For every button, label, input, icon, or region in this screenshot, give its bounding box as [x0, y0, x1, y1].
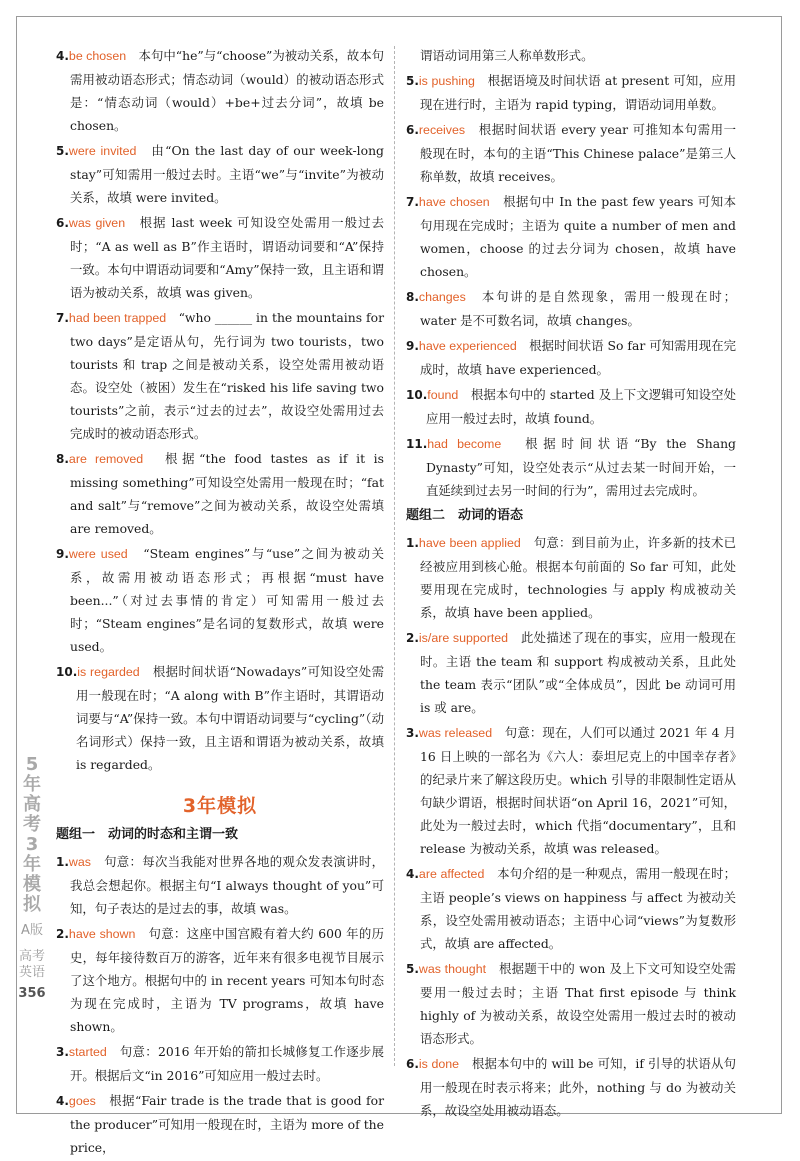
brand-char: 年 [23, 774, 41, 795]
answer-item [406, 721, 736, 860]
item-number: 8. [406, 290, 419, 304]
brand-char: 高 [23, 794, 41, 815]
brand-char: 拟 [23, 894, 41, 915]
brand-char: 考 [23, 814, 41, 835]
answer-item [56, 44, 384, 137]
item-number: 3. [406, 726, 419, 740]
section-title: 3年模拟 [182, 795, 258, 817]
page-number: 356 [18, 986, 46, 1001]
group2-items [406, 531, 736, 1122]
explanation-text: 句意：现在，人们可以通过 2021 年 4 月 16 日上映的一部名为《六人：泰坦尼克上的中国幸存者》的纪录片来了解这段历史。which 引导的非限制性定语从句缺少谓语，根据时间状语“on April 16，2021”可知，此处为一般过去时，which 代指“documentary”，且和 release 为被动关系，故填 was released。 [420, 725, 737, 856]
answer-text: had been trapped [68, 311, 167, 325]
answer-text: is done [418, 1057, 460, 1071]
continued-text: 谓语动词用第三人称单数形式。 [420, 48, 594, 63]
answer-text: is regarded [77, 665, 140, 679]
answer-item [56, 850, 384, 920]
side-subject: 高考英语 [18, 949, 45, 980]
answer-item [406, 1052, 736, 1122]
item-number: 5. [406, 74, 419, 88]
answer-text: have been applied [418, 536, 521, 550]
answer-item [406, 626, 736, 719]
answer-text: goes [68, 1094, 96, 1108]
answer-item [406, 531, 736, 624]
item-number: 6. [406, 1057, 419, 1071]
answer-item [406, 334, 736, 381]
explanation-text: 本句介绍的是一种观点，需用一般现在时；主语 people’s views on happiness 与 affect 为被动关系，设空处需用被动语态；主语中心词“views”为复数形式，故填 are affected。 [420, 866, 737, 951]
explanation-text: 句意：每次当我能对世界各地的观众发表演讲时，我总会想起你。根据主句“I always thought of you”可知，句子表达的是过去的事，故填 was。 [70, 854, 385, 916]
right-column [406, 44, 736, 1124]
explanation-text: 根据“Fair trade is the trade that is good for the producer”可知用一般现在时，主语为 more of the price， [70, 1093, 385, 1155]
answer-item [56, 306, 384, 445]
answer-item [406, 862, 736, 955]
item-number: 9. [406, 339, 419, 353]
item-number: 7. [56, 311, 69, 325]
explanation-text: 句意：2016 年开始的箭扣长城修复工作逐步展开。根据后文“in 2016”可知应用一般过去时。 [70, 1044, 384, 1083]
explanation-text: 句意：这座中国宫殿有着大约 600 年的历史，每年接待数百万的游客，近年来有很多电视节目展示了这个地方。根据句中的 in recent years 可知本句时态为现在完成时，主语为 TV programs，故填 have shown。 [70, 926, 384, 1034]
explanation-text: 根据时间状语 every year 可推知本句需用一般现在时，本句的主语“This Chinese palace”是第三人称单数，故填 receives。 [420, 122, 736, 184]
left-items [56, 44, 384, 776]
side-version: A版 [21, 923, 43, 938]
group1-items [56, 850, 384, 1159]
explanation-text: 根据“the food tastes as if it is missing something”可知设空处需用一般现在时；“fat and salt”与“remove”之间为被动关系，故设空处需填 are removed。 [70, 451, 385, 536]
answer-item [56, 660, 384, 776]
brand-char: 3 [25, 834, 39, 855]
answer-text: be chosen [68, 49, 127, 63]
answer-text: were used [68, 547, 128, 561]
item-number: 6. [406, 123, 419, 137]
answer-item [56, 542, 384, 658]
item-number: 3. [56, 1045, 69, 1059]
side-tab [18, 755, 46, 1001]
group-title: 题组二 动词的语态 [406, 508, 524, 523]
answer-text: found [427, 388, 459, 402]
brand-char: 模 [23, 874, 41, 895]
answer-item [406, 285, 736, 332]
answer-text: have chosen [418, 195, 490, 209]
explanation-text: 根据本句中的 will be 可知，if 引导的状语从句用一般现在时表示将来；此外，nothing 与 do 为被动关系，故设空处用被动语态。 [420, 1056, 736, 1118]
item-number: 4. [406, 867, 419, 881]
explanation-text: 此处描述了现在的事实，应用一般现在时。主语 the team 和 support 构成被动关系，且此处 the team 表示“团队”或“全体成员”，因此 be 动词可用 is 或 are。 [420, 630, 737, 715]
answer-text: started [68, 1045, 107, 1059]
answer-item [406, 69, 736, 116]
item-number: 2. [406, 631, 419, 645]
answer-text: was released [418, 726, 493, 740]
answer-item [406, 190, 736, 283]
explanation-text: 根据本句中的 started 及上下文逻辑可知设空处应用一般过去时，故填 found。 [426, 387, 737, 426]
item-number: 5. [406, 962, 419, 976]
explanation-text: 本句中“he”与“choose”为被动关系，故本句需用被动语态形式；情态动词（would）的被动语态形式是：“情态动词（would）+be+过去分词”，故填 be chosen。 [70, 48, 384, 133]
answer-item [56, 1089, 384, 1159]
explanation-text: 根据句中 In the past few years 可知本句用现在完成时；主语为 quite a number of men and women，choose 的过去分词为 chosen，故填 have chosen。 [420, 194, 736, 279]
answer-item [56, 447, 384, 540]
explanation-text: 本句讲的是自然现象，需用一般现在时；water 是不可数名词，故填 changes。 [420, 289, 737, 328]
item-number: 4. [56, 49, 69, 63]
answer-text: are affected [418, 867, 485, 881]
explanation-text: 根据题干中的 won 及上下文可知设空处需要用一般过去时；主语 That first episode 与 think highly of 为被动关系，故设空处需用一般过去时的被动语态形式。 [420, 961, 736, 1046]
left-column [56, 44, 384, 1161]
answer-item [406, 432, 736, 502]
answer-text: are removed [68, 452, 144, 466]
explanation-text: 根据时间状语“Nowadays”可知设空处需用一般现在时；“A along with B”作主语时，其谓语动词要与“A”保持一致。本句中谓语动词要与“cycling”（动名词形式）保持一致，且主语和谓语为被动关系，故填 is regarded。 [76, 664, 384, 772]
answer-item [406, 118, 736, 188]
item-number: 5. [56, 144, 69, 158]
item-number: 9. [56, 547, 69, 561]
explanation-text: 根据时间状语“By the Shang Dynasty”可知，设空处表示“从过去某一时间开始，一直延续到过去另一时间的行为”，需用过去完成时。 [426, 436, 736, 498]
answer-text: receives [418, 123, 466, 137]
answer-item [56, 211, 384, 304]
item-number: 10. [406, 388, 428, 402]
group-title: 题组一 动词的时态和主谓一致 [56, 827, 239, 842]
explanation-text: 根据 last week 可知设空处需用一般过去时；“A as well as B”作主语时，谓语动词要和“A”保持一致。本句中谓语动词要和“Amy”保持一致，且主语和谓语为被动关系，故填 was given。 [70, 215, 384, 300]
side-brand [18, 755, 46, 915]
answer-text: had become [427, 437, 502, 451]
explanation-text: “who ______ in the mountains for two days”是定语从句，先行词为 two tourists，two tourists 和 trap 之间是被动关系，设空处需用被动语态。设空处（被困）发生在“risked his life saving two tourists”之前，表示“过去的过去”，故设空处需用过去完成时的被动语态形式。 [70, 310, 384, 441]
answer-text: have shown [68, 927, 136, 941]
answer-text: were invited [68, 144, 137, 158]
answer-text: was thought [418, 962, 487, 976]
answer-item [56, 1040, 384, 1087]
item-number: 1. [406, 536, 419, 550]
answer-text: have experienced [418, 339, 517, 353]
item-number: 4. [56, 1094, 69, 1108]
answer-text: was [68, 855, 91, 869]
explanation-text: 根据时间状语 So far 可知需用现在完成时，故填 have experienced。 [420, 338, 736, 377]
explanation-text: 根据语境及时间状语 at present 可知，应用现在进行时，主语为 rapid typing，谓语动词用单数。 [420, 73, 737, 112]
item-number: 7. [406, 195, 419, 209]
column-divider [394, 46, 395, 1066]
item-number: 6. [56, 216, 69, 230]
item-number: 11. [406, 437, 428, 451]
explanation-text: “Steam engines”与“use”之间为被动关系，故需用被动语态形式；再根据“must have been...”（对过去事情的肯定）可知需用一般过去时；“Steam engines”是名词的复数形式，故填 were used。 [70, 546, 385, 654]
explanation-text: 由“On the last day of our week-long stay”可知需用一般过去时。主语“we”与“invite”为被动关系，故填 were invited。 [70, 143, 384, 205]
brand-char: 5 [25, 754, 39, 775]
answer-item [406, 957, 736, 1050]
brand-char: 年 [23, 854, 41, 875]
item-number: 1. [56, 855, 69, 869]
answer-item [406, 383, 736, 430]
item-number: 8. [56, 452, 69, 466]
explanation-text: 句意：到目前为止，许多新的技术已经被应用到核心舱。根据本句前面的 So far 可知，此处要用现在完成时，technologies 与 apply 构成被动关系，故填 have been applied。 [420, 535, 737, 620]
item-number: 10. [56, 665, 78, 679]
answer-text: is pushing [418, 74, 475, 88]
answer-item [56, 922, 384, 1038]
answer-text: is/are supported [418, 631, 509, 645]
item-number: 2. [56, 927, 69, 941]
answer-text: was given [68, 216, 126, 230]
answer-text: changes [418, 290, 466, 304]
group1-items-continued [406, 69, 736, 502]
answer-item [56, 139, 384, 209]
